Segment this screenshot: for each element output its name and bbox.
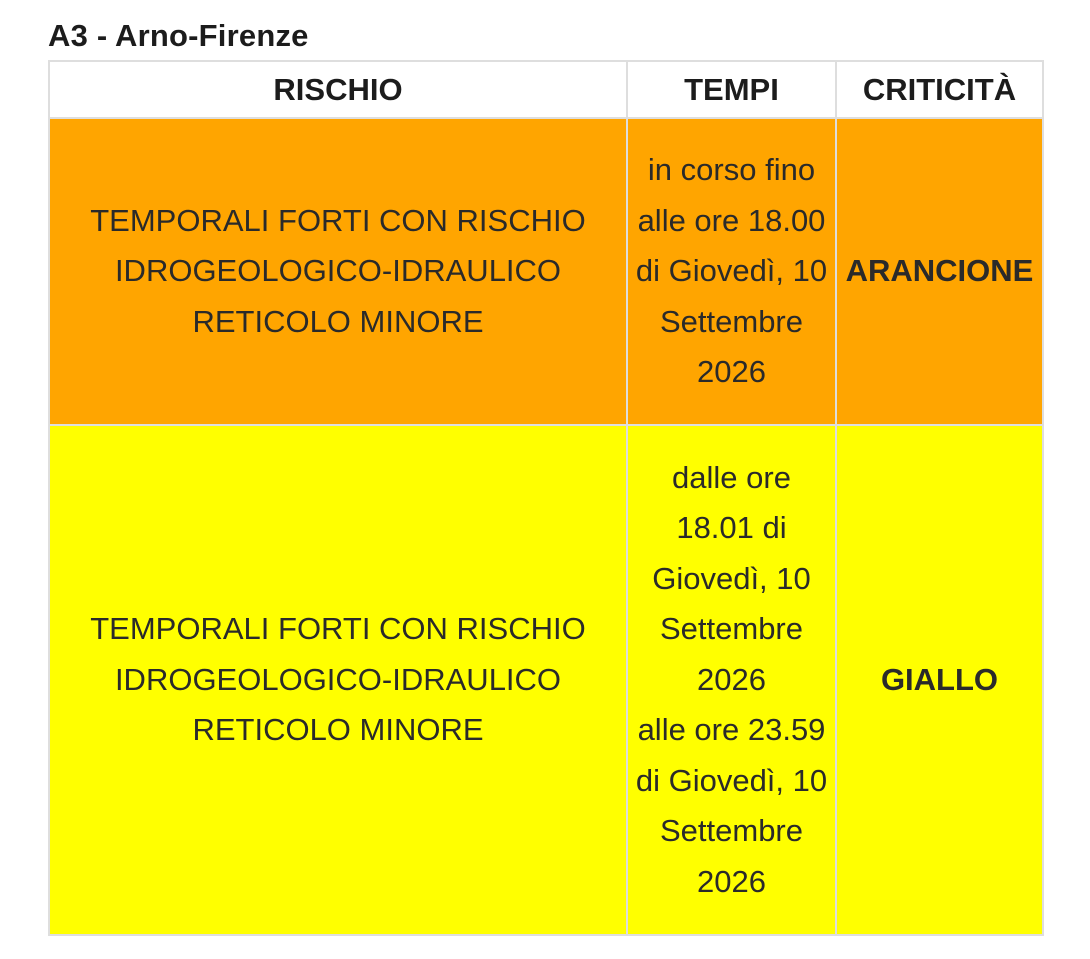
rischio-cell <box>49 118 627 425</box>
table-header-row <box>49 61 1043 118</box>
zone-title: A3 - Arno-Firenze <box>48 18 309 53</box>
tempi-end-text: alle ore 23.59 di Giovedì, 10 Settembre 2026 <box>635 712 828 899</box>
tempi-start-text: dalle ore 18.01 di Giovedì, 10 Settembre 2026 <box>652 459 811 697</box>
criticita-cell: GIALLO <box>836 425 1043 935</box>
tempi-cell: in corso fino alle ore 18.00 di Giovedì, 10 Settembre 2026 <box>627 118 836 425</box>
rischio-text: TEMPORALI FORTI CON RISCHIO IDROGEOLOGICO-IDRAULICO RETICOLO MINORE <box>90 202 586 339</box>
table-row <box>49 425 1043 935</box>
criticita-cell: ARANCIONE <box>836 118 1043 425</box>
rischio-text: TEMPORALI FORTI CON RISCHIO IDROGEOLOGICO-IDRAULICO RETICOLO MINORE <box>90 611 586 748</box>
table-row <box>49 118 1043 425</box>
header-tempi: TEMPI <box>627 61 836 118</box>
header-criticita: CRITICITÀ <box>836 61 1043 118</box>
tempi-cell <box>627 425 836 935</box>
rischio-cell <box>49 425 627 935</box>
header-rischio: RISCHIO <box>49 61 627 118</box>
alert-table <box>48 60 1044 936</box>
